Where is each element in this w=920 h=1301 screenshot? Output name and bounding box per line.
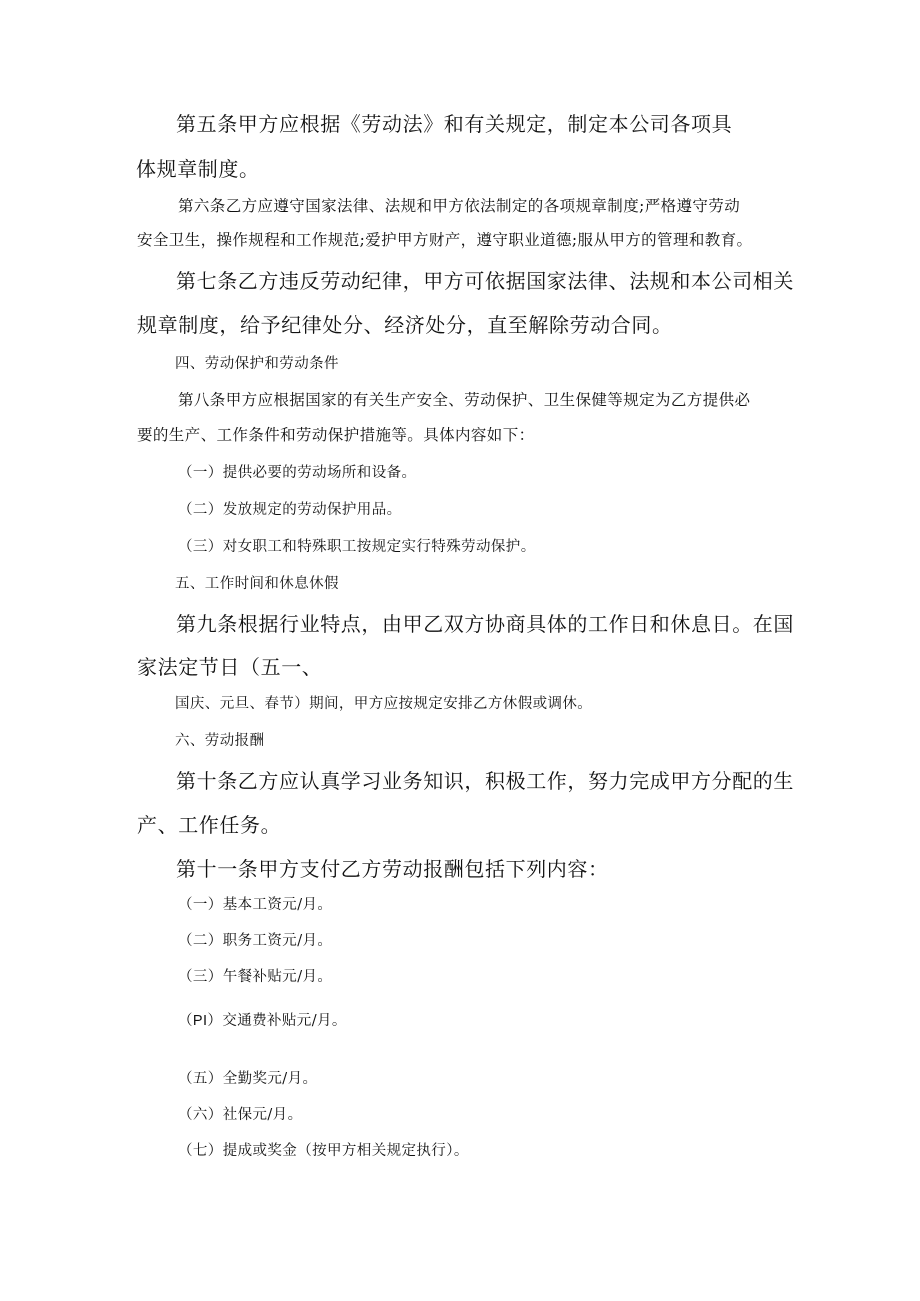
article11-item-4-prefix: （PI）: [178, 1013, 223, 1029]
article8-item-3: （三）对女职工和特殊职工按规定实行特殊劳动保护。: [178, 539, 536, 555]
article7-line1: 第七条乙方违反劳动纪律，甲方可依据国家法律、法规和本公司相关: [176, 269, 794, 293]
article11-item-4-text: 交通费补贴元/月。: [222, 1013, 347, 1029]
article9-line3: 国庆、元旦、春节）期间，甲方应按规定安排乙方休假或调休。: [175, 696, 593, 712]
article8-line2: 要的生产、工作条件和劳动保护措施等。具体内容如下：: [137, 426, 535, 444]
article8-line1: 第八条甲方应根据国家的有关生产安全、劳动保护、卫生保健等规定为乙方提供必: [178, 391, 751, 409]
article11-item-4: [178, 1014, 347, 1029]
article6-line2: 安全卫生，操作规程和工作规范;爱护甲方财产，遵守职业道德;服从甲方的管理和教育。: [137, 231, 753, 249]
article8-item-2: （二）发放规定的劳动保护用品。: [178, 502, 402, 518]
article6-line1: 第六条乙方应遵守国家法律、法规和甲方依法制定的各项规章制度;严格遵守劳动: [178, 197, 741, 215]
article7-line2: 规章制度，给予纪律处分、经济处分，直至解除劳动合同。: [137, 313, 673, 337]
article10-line2: 产、工作任务。: [137, 813, 282, 837]
article11-item-3: （三）午餐补贴元/月。: [178, 969, 333, 985]
article11-item-1: （一）基本工资元/月。: [178, 897, 333, 913]
section6-heading: 六、劳动报酬: [175, 733, 265, 749]
section5-heading: 五、工作时间和休息休假: [175, 576, 339, 592]
article11-item-5: （五）全勤奖元/月。: [178, 1071, 318, 1087]
article11-item-7: （七）提成或奖金（按甲方相关规定执行）。: [178, 1143, 469, 1159]
article11-item-6: （六）社保元/月。: [178, 1107, 303, 1123]
article5-line1: 第五条甲方应根据《劳动法》和有关规定，制定本公司各项具: [176, 112, 733, 136]
article9-line1: 第九条根据行业特点，由甲乙双方协商具体的工作日和休息日。在国: [176, 612, 794, 636]
article5-line2: 体规章制度。: [136, 157, 260, 181]
article8-item-1: （一）提供必要的劳动场所和设备。: [178, 465, 417, 481]
article11-line1: 第十一条甲方支付乙方劳动报酬包括下列内容：: [176, 857, 609, 881]
article11-item-2: （二）职务工资元/月。: [178, 933, 333, 949]
article9-line2: 家法定节日（五一、: [137, 655, 323, 679]
section4-heading: 四、劳动保护和劳动条件: [175, 356, 339, 372]
article10-line1: 第十条乙方应认真学习业务知识，积极工作，努力完成甲方分配的生: [176, 769, 794, 793]
